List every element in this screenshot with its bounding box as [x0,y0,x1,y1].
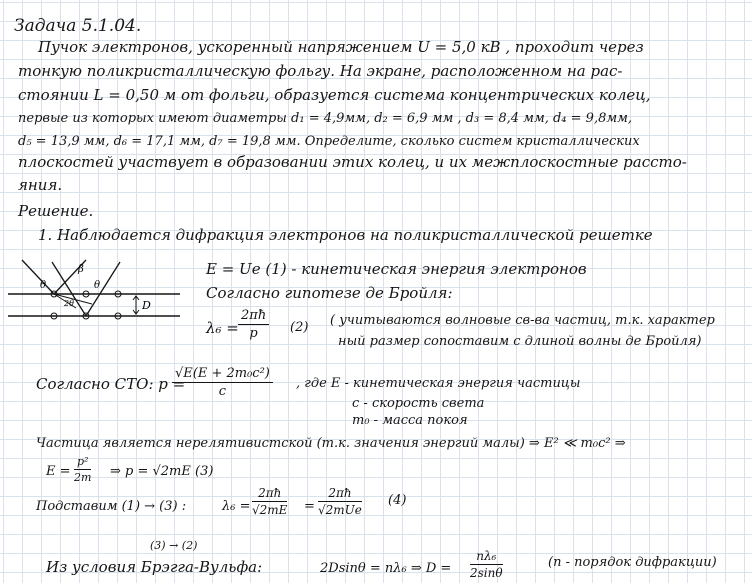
bragg-denominator: 2sinθ [470,566,503,580]
energy-denominator: 2m [74,471,92,484]
sto-denominator: c [218,384,227,399]
bragg-fraction [470,549,503,580]
energy-lhs: E = [46,464,71,479]
lambda-denominator: p [249,326,258,341]
solution-step-1: 1. Наблюдается дифракция электронов на поликристаллической решетке [38,226,653,244]
beta-label: β [78,264,84,275]
substitution-numerator-1: 2πħ [252,486,287,502]
two-theta-label: 2θ [64,299,74,308]
substitution-denominator-1: √2mE [252,503,288,517]
sto-where-light-speed: c - скорость света [352,396,485,411]
wave-note-line-1: ( учитываются волновые св-ва частиц, т.к. характер [330,313,715,328]
problem-line-5: d₅ = 13,9 мм, d₆ = 17,1 мм, d₇ = 19,8 мм. Определите, сколько систем кристаллических [18,134,640,149]
bragg-order-note: (n - порядок дифракции) [548,555,717,570]
substitution-numerator-2: 2πħ [318,486,362,502]
substitution-lambda: λ₆ = [222,499,251,514]
plane-spacing-label: D [142,299,151,312]
bragg-numerator: nλ₆ [470,549,503,565]
momentum-line: ⇒ p = √2mE (3) [110,464,214,479]
substitution-denominator-2: √2mUe [318,503,362,517]
problem-line-4: первые из которых имеют диаметры d₁ = 4,9мм, d₂ = 6,9 мм , d₃ = 8,4 мм, d₄ = 9,8мм, [18,111,633,126]
lambda-lhs: λ₆ = [206,319,239,337]
substitution-tag: (4) [388,493,407,508]
substitution-fraction-2 [318,486,362,517]
theta-right-label: θ [94,280,101,291]
bragg-condition-label: Из условия Брэгга-Вульфа: [46,558,263,576]
energy-numerator: p² [74,455,91,470]
problem-title: Задача 5.1.04. [14,16,142,36]
bragg-diffraction-diagram [8,256,183,336]
sto-where-energy: , где E - кинетическая энергия частицы [296,376,581,391]
problem-line-3: стоянии L = 0,50 м от фольги, образуется система концентрических колец, [18,86,651,104]
solution-heading: Решение. [18,202,94,220]
problem-line-6: плоскостей участвует в образовании этих колец, и их межплоскостные рассто- [18,153,687,171]
problem-line-2: тонкую поликристаллическую фольгу. На экране, расположенном на рас- [18,62,623,80]
lambda-equation-tag: (2) [290,320,309,335]
lambda-fraction [238,308,269,341]
bragg-equation: 2Dsinθ = nλ₆ ⇒ D = [320,561,452,576]
substitution-equals: = [304,499,315,514]
non-relativistic-line: Частица является нерелятивистской (т.к. значения энергий малы) ⇒ E² ≪ m₀c² ⇒ [36,436,626,451]
energy-line: E = Ue (1) - кинетическая энергия электронов [206,260,587,278]
sto-fraction [172,366,273,399]
sto-lhs: Согласно СТО: p = [36,375,186,393]
wave-note-line-2: ный размер сопоставим с длиной волны де Бройля) [338,334,702,349]
substitution-label: Подставим (1) → (3) : [36,499,187,514]
problem-line-1: Пучок электронов, ускоренный напряжением U = 5,0 кВ , проходит через [38,38,644,56]
de-broglie-line: Согласно гипотезе де Бройля: [206,284,453,302]
lambda-numerator: 2πħ [238,308,269,325]
sto-numerator: √E(E + 2m₀c²) [172,366,273,383]
sto-where-rest-mass: m₀ - масса покоя [352,413,468,428]
bragg-arrow-note: (3) → (2) [150,539,198,552]
problem-line-7: яния. [18,176,63,194]
theta-left-label: θ [40,280,47,291]
energy-fraction [74,455,91,484]
substitution-fraction-1 [252,486,287,517]
